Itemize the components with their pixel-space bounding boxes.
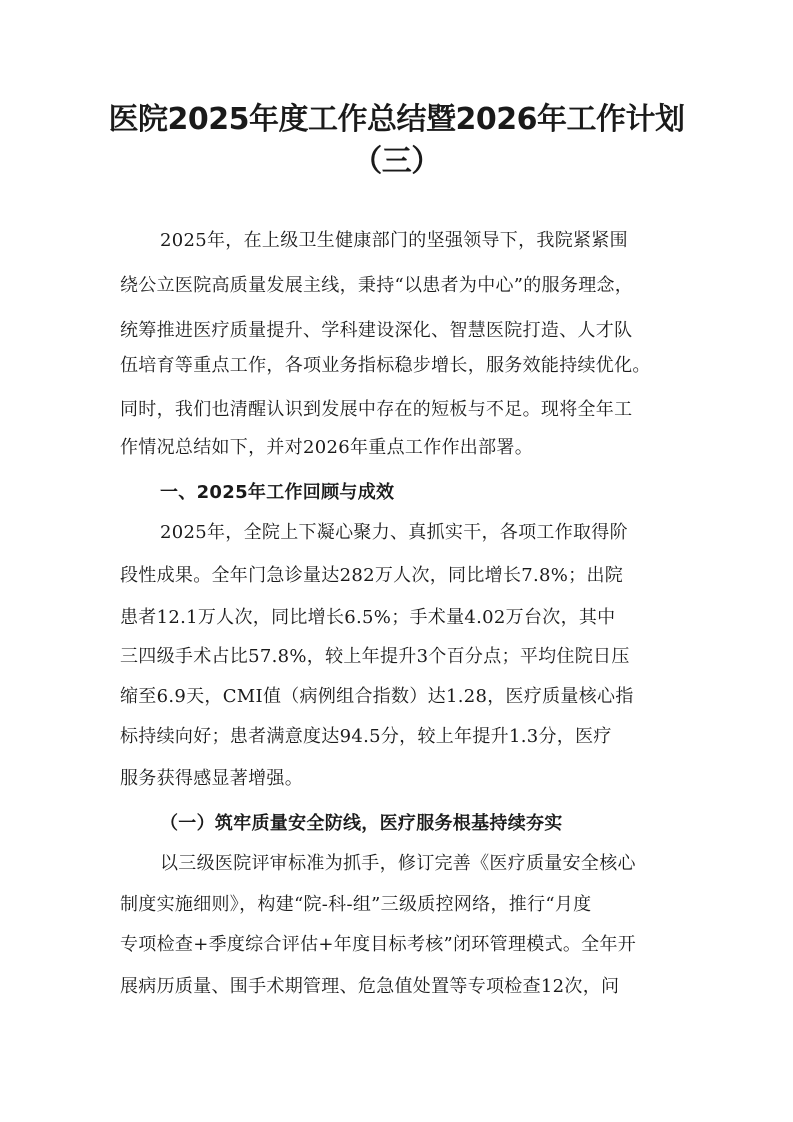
- paragraph-line: 以三级医院评审标准为抓手，修订完善《医疗质量安全核心: [160, 853, 636, 874]
- paragraph-line: 服务获得感显著增强。: [120, 768, 303, 789]
- paragraph-line: 患者12.1万人次，同比增长6.5%；手术量4.02万台次，其中: [120, 607, 616, 628]
- paragraph-line: 同时，我们也清醒认识到发展中存在的短板与不足。现将全年工: [120, 399, 633, 420]
- paragraph-line: 作情况总结如下，并对2026年重点工作作出部署。: [120, 437, 534, 458]
- paragraph-line: 2025年，全院上下凝心聚力、真抓实干，各项工作取得阶: [160, 522, 628, 543]
- paragraph-line: 绕公立医院高质量发展主线，秉持“以患者为中心”的服务理念，: [120, 275, 634, 296]
- paragraph-line: 缩至6.9天，CMI值（病例组合指数）达1.28，医疗质量核心指: [120, 686, 634, 707]
- paragraph-line: 伍培育等重点工作，各项业务指标稳步增长，服务效能持续优化。: [120, 355, 651, 376]
- subsection-heading: （一）筑牢质量安全防线，医疗服务根基持续夯实: [160, 813, 563, 834]
- paragraph-line: 标持续向好；患者满意度达94.5分，较上年提升1.3分，医疗: [120, 726, 612, 747]
- paragraph-line: 2025年，在上级卫生健康部门的坚强领导下，我院紧紧围: [160, 230, 628, 251]
- paragraph-line: 三四级手术占比57.8%，较上年提升3个百分点；平均住院日压: [120, 646, 630, 667]
- section-heading: 一、2025年工作回顾与成效: [160, 482, 395, 503]
- paragraph-line: 段性成果。全年门急诊量达282万人次，同比增长7.8%；出院: [120, 565, 624, 586]
- paragraph-line: 制度实施细则》，构建“院-科-组”三级质控网络，推行“月度: [120, 894, 592, 915]
- document-subtitle: （三）: [352, 144, 441, 179]
- paragraph-line: 专项检查+季度综合评估+年度目标考核”闭环管理模式。全年开: [120, 934, 637, 955]
- document-title: 医院2025年度工作总结暨2026年工作计划: [108, 102, 685, 137]
- paragraph-line: 展病历质量、围手术期管理、危急值处置等专项检查12次，问: [120, 976, 620, 997]
- paragraph-line: 统筹推进医疗质量提升、学科建设深化、智慧医院打造、人才队: [120, 320, 633, 341]
